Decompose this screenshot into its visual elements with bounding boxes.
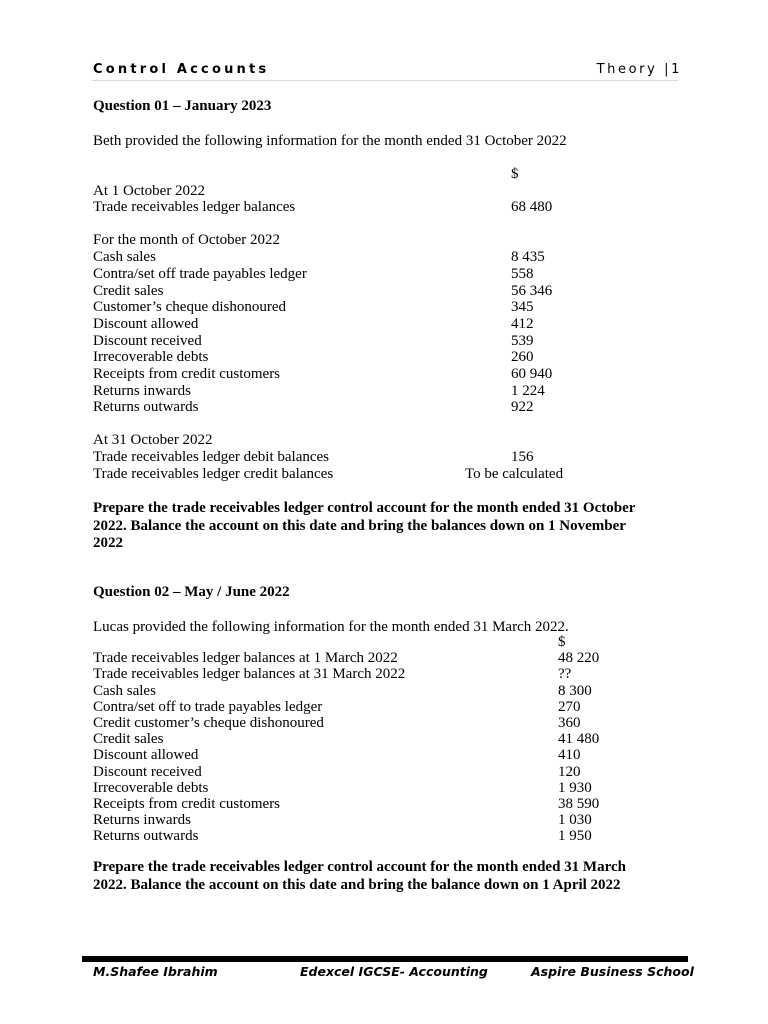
row-label: Receipts from credit customers [93,795,281,812]
row-label: Irrecoverable debts [93,779,209,796]
row-value: 1 930 [558,779,592,796]
row-value: 1 950 [558,828,592,845]
row-label: Receipts from credit customers [93,365,281,382]
table-row [93,683,653,699]
currency-symbol: $ [558,634,566,650]
table-row [93,828,653,844]
table-row [93,747,653,763]
footer-school: Aspire Business School [531,964,694,979]
table-row [93,366,613,383]
row-label: Customer’s cheque dishonoured [93,299,287,316]
row-value: 345 [511,299,534,316]
table-row [93,764,653,780]
row-label: Irrecoverable debts [93,349,209,366]
question-2-intro: Lucas provided the following information for the month ended 31 March 2022. [93,619,569,635]
table-row [93,399,613,416]
row-value: 8 435 [511,249,545,266]
table-row [93,333,613,350]
running-header-page: Theory |1 [596,62,682,77]
table-row [93,731,653,747]
footer-divider [82,956,688,962]
table-row [93,796,653,812]
row-value: 412 [511,315,534,332]
row-label: Trade receivables ledger credit balances [93,465,334,482]
question-2-table [93,634,653,844]
table-row [93,249,613,266]
running-header-title: Control Accounts [93,62,270,77]
row-label: Discount received [93,763,202,780]
table-row [93,780,653,796]
row-label: Returns outwards [93,399,199,416]
table-row [93,316,613,333]
table-row [93,715,653,731]
row-value: 922 [511,399,534,416]
row-label: Contra/set off trade payables ledger [93,265,307,282]
row-label: Returns outwards [93,828,199,845]
table-row [93,383,613,400]
question-1-instruction: Prepare the trade receivables ledger control account for the month ended 31 October 2022. Balance the account on this date and bring the balances down on 1 November 2022 [93,500,636,551]
row-value: 558 [511,265,534,282]
row-value: 539 [511,332,534,349]
currency-row [93,166,613,183]
row-label: Contra/set off to trade payables ledger [93,698,323,715]
row-value: 1 224 [511,382,545,399]
row-value: 1 030 [558,812,592,829]
row-label: Trade receivables ledger balances [93,199,296,216]
row-value: 60 940 [511,365,553,382]
row-value: 156 [511,449,534,466]
row-value: 270 [558,698,581,715]
question-1-table [93,166,613,482]
table-row [93,666,653,682]
table-row [93,199,613,216]
question-1-intro: Beth provided the following information for the month ended 31 October 2022 [93,133,567,149]
table-row [93,466,613,483]
section-heading: At 1 October 2022 [93,182,206,199]
row-label: Trade receivables ledger debit balances [93,449,330,466]
question-2-instruction: Prepare the trade receivables ledger control account for the month ended 31 March 2022. Balance the account on this date and bring the balance down on 1 April 2022 [93,859,626,893]
row-label: Cash sales [93,682,156,699]
question-2-title: Question 02 – May / June 2022 [93,584,290,600]
row-label: Discount allowed [93,315,199,332]
currency-row [93,634,653,650]
table-row [93,650,653,666]
row-value: 120 [558,763,581,780]
row-value: 48 220 [558,650,600,667]
row-label: Trade receivables ledger balances at 31 March 2022 [93,666,406,683]
table-row [93,299,613,316]
row-label: Trade receivables ledger balances at 1 March 2022 [93,650,398,667]
row-value: To be calculated [465,465,564,482]
row-value: 41 480 [558,731,600,748]
section-heading: At 31 October 2022 [93,432,213,449]
row-label: Discount allowed [93,747,199,764]
section-heading: For the month of October 2022 [93,232,281,249]
row-value: 56 346 [511,282,553,299]
row-value: 8 300 [558,682,592,699]
header-divider [92,80,678,81]
row-value: 38 590 [558,795,600,812]
row-label: Credit customer’s cheque dishonoured [93,714,324,731]
row-label: Discount received [93,332,202,349]
row-label: Credit sales [93,282,164,299]
row-label: Returns inwards [93,382,191,399]
table-row [93,449,613,466]
footer-course: Edexcel IGCSE- Accounting [300,964,488,979]
row-value: 360 [558,714,581,731]
row-label: Credit sales [93,731,164,748]
row-label: Cash sales [93,249,156,266]
row-label: Returns inwards [93,812,191,829]
table-row [93,699,653,715]
row-value: ?? [558,666,572,683]
footer-author: M.Shafee Ibrahim [93,964,218,979]
row-value: 68 480 [511,199,553,216]
row-value: 260 [511,349,534,366]
row-value: 410 [558,747,581,764]
table-row [93,812,653,828]
question-1-title: Question 01 – January 2023 [93,98,272,114]
table-row [93,283,613,300]
table-row [93,266,613,283]
table-row [93,349,613,366]
currency-symbol: $ [511,166,519,182]
